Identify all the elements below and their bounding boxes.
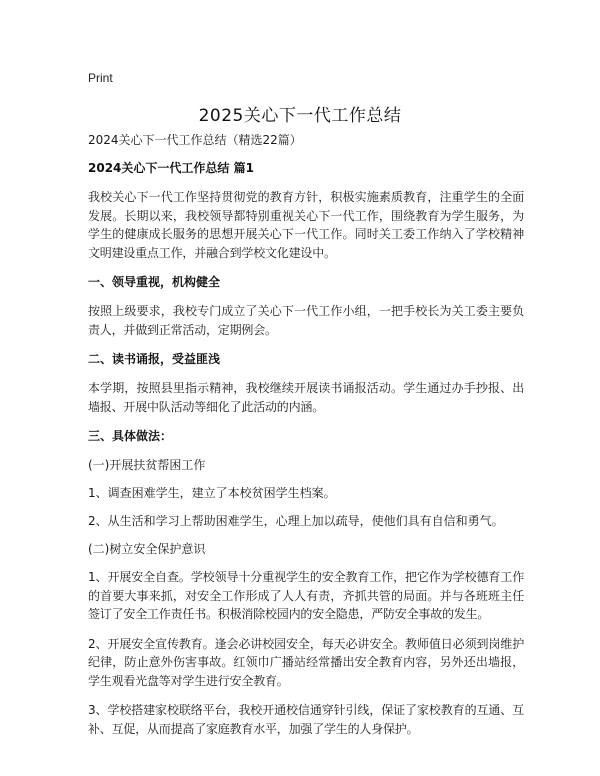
page-title: 2025关心下一代工作总结 [198, 106, 402, 126]
list-item: 2、从生活和学习上帮助困难学生，心理上加以疏导，使他们具有自信和勇气。 [88, 514, 504, 528]
paragraph-1: 按照上级要求，我校专门成立了关心下一代工作小组，一把手校长为关工委主要负责人，并做到正常活动，定期例会。 [88, 304, 524, 337]
subsection-2: (二)树立安全保护意识 [88, 542, 206, 556]
print-link[interactable]: Print [88, 71, 113, 85]
list-item: 1、开展安全自查。学校领导十分重视学生的安全教育工作，把它作为学校德育工作的首要大事来抓，对安全工作形成了人人有责，齐抓共管的局面。并与各班班主任签订了安全工作责任书。积极消除校园内的安全隐患，严防安全事故的发生。 [88, 570, 524, 621]
list-item: 3、学校搭建家校联络平台，我校开通校信通穿针引线，保证了家校教育的互通、互补、互促，从而提高了家庭教育水平，加强了学生的人身保护。 [88, 703, 524, 736]
intro-paragraph: 我校关心下一代工作坚持贯彻党的教育方针，积极实施素质教育，注重学生的全面发展。长期以来，我校领导都特别重视关心下一代工作，围绕教育为学生服务，为学生的健康成长服务的思想开展关心下一代工作。同时关工委工作纳入了学校精神文明建设重点工作，并融合到学校文化建设中。 [88, 190, 524, 260]
list-item: 2、开展安全宣传教育。逢会必讲校园安全，每天必讲安全。教师值日必须到岗维护纪律，防止意外伤害事故。红领巾广播站经常播出安全教育内容，另外还出墙报，学生观看光盘等对学生进行安全教育。 [88, 636, 524, 688]
heading-1: 一、领导重视，机构健全 [88, 275, 221, 289]
subsection-1: (一)开展扶贫帮困工作 [88, 458, 206, 472]
heading-3: 三、具体做法： [88, 429, 173, 443]
document-subtitle: 2024关心下一代工作总结（精选22篇） [88, 133, 302, 147]
list-item: 1、调查困难学生，建立了本校贫困学生档案。 [88, 486, 336, 500]
document-content [88, 131, 524, 749]
paragraph-2: 本学期，按照县里指示精神，我校继续开展读书诵报活动。学生通过办手抄报、出墙报、开展中队活动等细化了此活动的内涵。 [88, 381, 524, 414]
section-title: 2024关心下一代工作总结 篇1 [88, 161, 254, 175]
heading-2: 二、读书诵报，受益匪浅 [88, 352, 221, 366]
